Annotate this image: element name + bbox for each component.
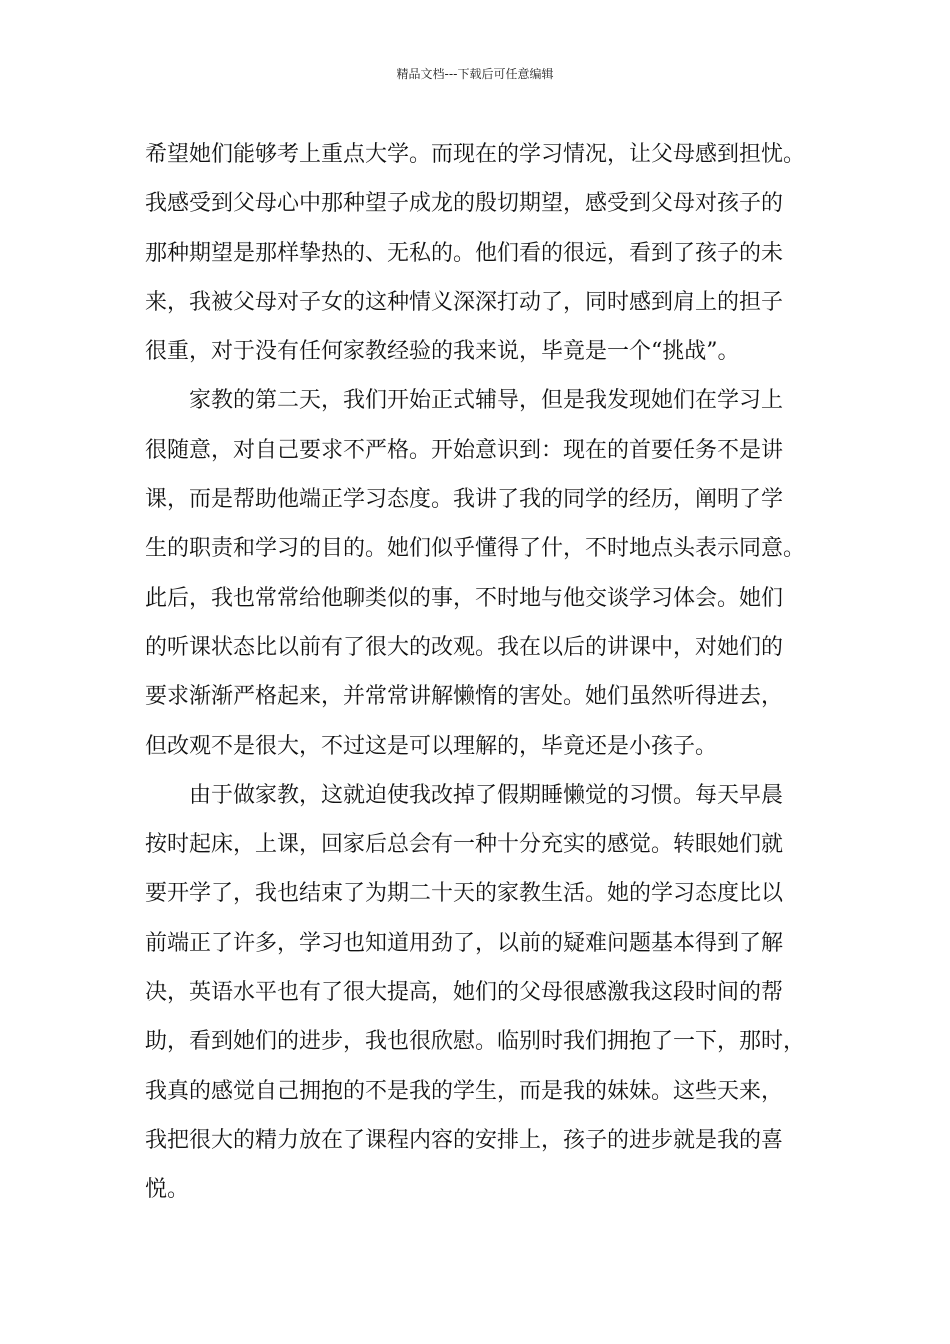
paragraph [145, 376, 810, 770]
paragraph [145, 130, 810, 376]
text-line: 很随意，对自己要求不严格。开始意识到：现在的首要任务不是讲 [145, 437, 784, 463]
text-line: 我把很大的精力放在了课程内容的安排上，孩子的进步就是我的喜 [145, 1127, 784, 1153]
text-line: 生的职责和学习的目的。她们似乎懂得了什，不时地点头表示同意。 [145, 536, 806, 562]
text-line: 此后，我也常常给他聊类似的事，不时地与他交谈学习体会。她们 [145, 585, 784, 611]
text-line: 很重，对于没有任何家教经验的我来说，毕竟是一个“挑战”。 [145, 339, 740, 365]
document-body [145, 130, 810, 1215]
text-line: 按时起床，上课，回家后总会有一种十分充实的感觉。转眼她们就 [145, 832, 784, 858]
text-line: 要开学了，我也结束了为期二十天的家教生活。她的学习态度比以 [145, 881, 784, 907]
text-line: 来，我被父母对子女的这种情义深深打动了，同时感到肩上的担子 [145, 289, 784, 315]
page-header: 精品文档---下载后可任意编辑 [396, 67, 554, 81]
text-line: 由于做家教，这就迫使我改掉了假期睡懒觉的习惯。每天早晨 [189, 782, 784, 808]
text-line: 我感受到父母心中那种望子成龙的殷切期望，感受到父母对孩子的 [145, 191, 784, 217]
text-line: 课，而是帮助他端正学习态度。我讲了我的同学的经历，阐明了学 [145, 487, 784, 513]
paragraph [145, 771, 810, 1215]
text-line: 希望她们能够考上重点大学。而现在的学习情况，让父母感到担忧。 [145, 142, 806, 167]
text-line: 我真的感觉自己拥抱的不是我的学生，而是我的妹妹。这些天来， [145, 1078, 784, 1104]
text-line: 但改观不是很大，不过这是可以理解的，毕竟还是小孩子。 [145, 733, 718, 759]
text-line: 前端正了许多，学习也知道用劲了，以前的疑难问题基本得到了解 [145, 930, 784, 956]
text-line: 要求渐渐严格起来，并常常讲解懒惰的害处。她们虽然听得进去， [145, 684, 784, 710]
text-line: 决，英语水平也有了很大提高，她们的父母很感激我这段时间的帮 [145, 980, 784, 1006]
text-line: 悦。 [145, 1177, 190, 1203]
text-line: 的听课状态比以前有了很大的改观。我在以后的讲课中，对她们的 [145, 634, 784, 660]
text-line: 家教的第二天，我们开始正式辅导，但是我发现她们在学习上 [189, 388, 784, 414]
text-line: 那种期望是那样挚热的、无私的。他们看的很远，看到了孩子的未 [145, 240, 784, 266]
text-line: 助，看到她们的进步，我也很欣慰。临别时我们拥抱了一下，那时， [145, 1029, 806, 1055]
